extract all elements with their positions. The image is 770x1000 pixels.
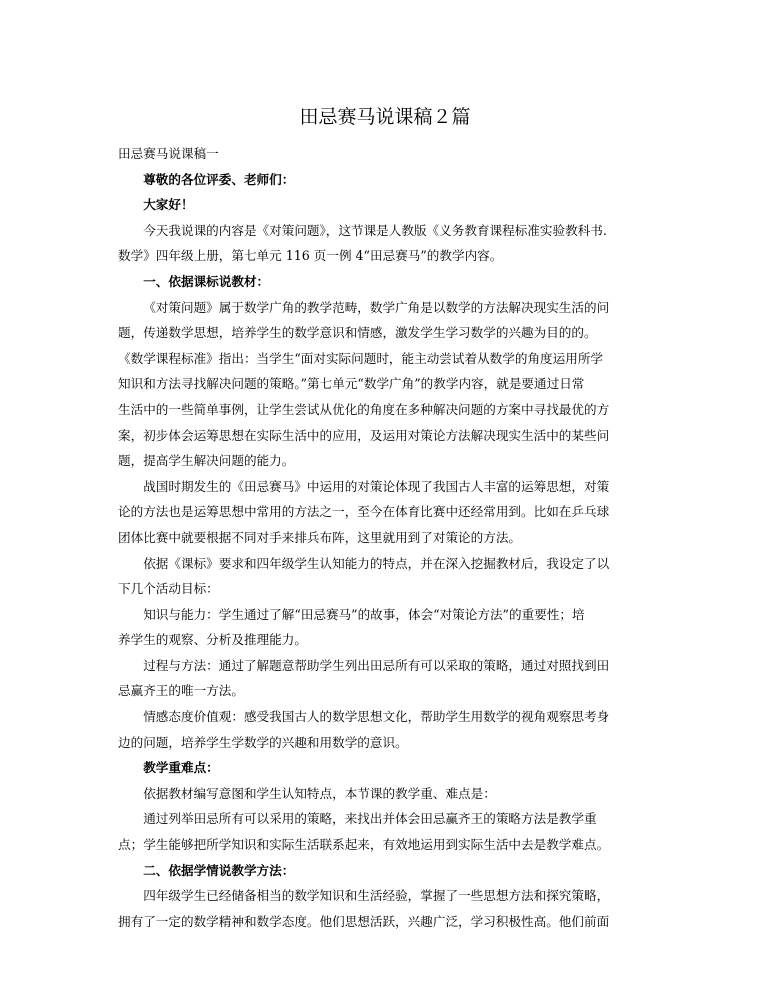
text-line: 一、依据课标说教材： — [143, 273, 270, 289]
paragraph-para-standards — [118, 295, 653, 474]
text-line: 论的方法也是运筹思想中常用的方法之一，至今在体育比赛中还经常用到。比如在乒乓球 — [118, 504, 610, 520]
text-line: 情感态度价值观：感受我国古人的数学思想文化，帮助学生用数学的视角观察思考身 — [143, 709, 610, 725]
text-line: 题，传递数学思想，培养学生的数学意识和情感，激发学生学习数学的兴趣为目的的。 — [118, 325, 597, 341]
paragraph-para-key-intro — [118, 781, 653, 807]
text-line: 知识与能力：学生通过了解“田忌赛马”的故事，体会“对策论方法”的重要性；培 — [143, 606, 585, 622]
text-line: 忌赢齐王的唯一方法。 — [118, 683, 244, 699]
text-line: 边的问题，培养学生学数学的兴趣和用数学的意识。 — [118, 734, 408, 750]
document-title: 田忌赛马说课稿２篇 — [299, 106, 471, 128]
text-line: 大家好！ — [143, 197, 194, 213]
text-line: 《数学课程标准》指出：当学生“面对实际问题时，能主动尝试着从数学的角度运用所学 — [118, 350, 604, 366]
paragraph-para-key-points — [118, 806, 653, 857]
paragraph-greeting-judges — [118, 167, 653, 193]
document-body — [118, 141, 653, 934]
text-line: 二、依据学情说教学方法： — [143, 862, 295, 878]
text-line: 题，提高学生解决问题的能力。 — [118, 453, 295, 469]
text-line: 四年级学生已经储备相当的数学知识和生活经验，掌握了一些思想方法和探究策略， — [143, 888, 610, 904]
paragraph-intro — [118, 218, 653, 269]
text-line: 生活中的一些简单事例，让学生尝试从优化的角度在多种解决问题的方案中寻找最优的方 — [118, 401, 610, 417]
text-line: 通过列举田忌所有可以采用的策略，来找出并体会田忌赢齐王的策略方法是教学重 — [143, 811, 597, 827]
paragraph-para-goals-intro — [118, 551, 653, 602]
text-line: 尊敬的各位评委、老师们： — [143, 171, 295, 187]
text-line: 拥有了一定的数学精神和数学态度。他们思想活跃，兴趣广泛，学习积极性高。他们前面 — [118, 913, 610, 929]
text-line: 知识和方法寻找解决问题的策略。”第七单元“数学广角”的教学内容，就是要通过日常 — [118, 376, 585, 392]
text-line: 点；学生能够把所学知识和实际生活联系起来，有效地运用到实际生活中去是教学难点。 — [118, 837, 610, 853]
paragraph-key-points-heading — [118, 755, 653, 781]
paragraph-para-students — [118, 883, 653, 934]
paragraph-para-history — [118, 474, 653, 551]
paragraph-para-goal-process — [118, 653, 653, 704]
paragraph-section-2-heading — [118, 858, 653, 884]
text-line: 团体比赛中就要根据不同对手来排兵布阵，这里就用到了对策论的方法。 — [118, 529, 521, 545]
text-line: 依据《课标》要求和四年级学生认知能力的特点，并在深入挖掘教材后，我设定了以 — [143, 555, 610, 571]
text-line: 数学》四年级上册，第七单元 116 页一例 4“田忌赛马”的教学内容。 — [118, 248, 503, 264]
text-line: 教学重难点： — [143, 760, 219, 776]
text-line: 下几个活动目标： — [118, 581, 219, 597]
text-line: 《对策问题》属于数学广角的教学范畴，数学广角是以数学的方法解决现实生活的问 — [143, 299, 610, 315]
paragraph-subtitle — [118, 141, 653, 167]
paragraph-section-1-heading — [118, 269, 653, 295]
paragraph-para-goal-emotion — [118, 704, 653, 755]
text-line: 依据教材编写意图和学生认知特点，本节课的教学重、难点是： — [143, 785, 496, 801]
text-line: 过程与方法：通过了解题意帮助学生列出田忌所有可以采取的策略，通过对照找到田 — [143, 657, 610, 673]
text-line: 案，初步体会运筹思想在实际生活中的应用，及运用对策论方法解决现实生活中的某些问 — [118, 427, 610, 443]
paragraph-para-goal-knowledge — [118, 602, 653, 653]
paragraph-greeting-all — [118, 192, 653, 218]
text-line: 今天我说课的内容是《对策问题》，这节课是人教版《义务教育课程标准实验教科书. — [143, 222, 607, 238]
text-line: 养学生的观察、分析及推理能力。 — [118, 632, 307, 648]
text-line: 战国时期发生的《田忌赛马》中运用的对策论体现了我国古人丰富的运筹思想，对策 — [143, 478, 610, 494]
text-line: 田忌赛马说课稿一 — [118, 146, 219, 161]
